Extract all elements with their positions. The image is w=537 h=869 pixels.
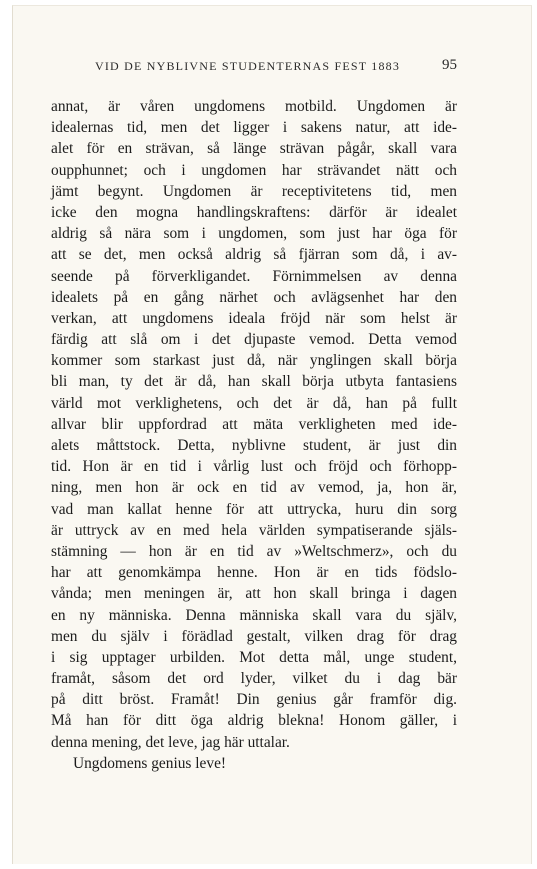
text-line: alet för en strävan, så länge strävan pågår, skall vara [51, 140, 457, 158]
text-line: idealets på en gång närhet och avlägsenhet har den [51, 288, 457, 306]
running-title: VID DE NYBLIVNE STUDENTERNAS FEST 1883 [95, 59, 401, 73]
text-line: alets måttstock. Detta, nyblivne student, är just din [51, 437, 457, 454]
text-line: en ny människa. Denna människa skall vara du själv, [51, 606, 457, 624]
text-line: värld mot verklighetens, och det är då, han på fullt [51, 394, 457, 412]
page-number: 95 [442, 57, 457, 73]
text-line: i sig upptager urbilden. Mot detta mål, unge student, [51, 648, 457, 666]
text-line: denna mening, det leve, jag här uttalar. [51, 733, 290, 751]
text-line: att se det, men också aldrig så fjärran som då, i av- [51, 246, 457, 264]
page-header [53, 59, 457, 79]
text-line: kommer som starkast just då, när ynglingen skall börja [51, 352, 457, 370]
text-line: jämt begynt. Ungdomen är receptivitetens tid, men [51, 182, 457, 200]
text-line: har att genomkämpa henne. Hon är en tids födslo- [51, 564, 457, 582]
text-line: idealernas tid, men det ligger i sakens natur, att ide- [51, 119, 457, 137]
text-line: men du själv i förädlad gestalt, vilken drag för drag [51, 627, 457, 645]
text-line: icke den mogna handlingskraftens: därför är idealet [51, 203, 457, 221]
text-line: oupphunnet; och i ungdomen har strävandet nätt och [51, 161, 457, 179]
text-line: färdig att slå om i det djupaste vemod. Detta vemod [51, 331, 457, 349]
text-line: bli man, ty det är då, han skall börja utbyta fantasiens [51, 373, 457, 391]
text-line: vånda; men meningen är, att hon skall bringa i dagen [51, 585, 457, 603]
text-line: ning, men hon är ock en tid av vemod, ja, hon är, [51, 479, 457, 497]
text-line: aldrig så nära som i ungdomen, som just har öga för [51, 225, 457, 243]
text-line: allvar blir uppfordrad att mäta verkligheten med ide- [51, 415, 457, 433]
closing-line: Ungdomens genius leve! [73, 754, 227, 772]
text-line: framåt, såsom det ord lyder, vilket du i dag bär [51, 670, 457, 688]
text-line: Må han för ditt öga aldrig blekna! Honom gäller, i [51, 712, 457, 730]
text-line: tid. Hon är en tid i vårlig lust och fröjd och förhopp- [51, 458, 457, 476]
book-page [12, 5, 532, 864]
text-line: på ditt bröst. Framåt! Din genius går framför dig. [51, 691, 457, 709]
text-line: stämning — hon är en tid av »Weltschmerz», och du [51, 542, 457, 560]
text-line: vad man kallat henne för att uttrycka, huru din sorg [51, 500, 457, 518]
body-text [51, 96, 457, 774]
text-line: seende på förverkligandet. Förnimmelsen av denna [51, 267, 457, 285]
text-line: annat, är våren ungdomens motbild. Ungdomen är [51, 98, 457, 115]
text-line: är uttryck av en med hela världen sympatiserande själs- [51, 521, 457, 539]
text-line: verkan, att ungdomens ideala fröjd när som helst är [51, 309, 457, 327]
